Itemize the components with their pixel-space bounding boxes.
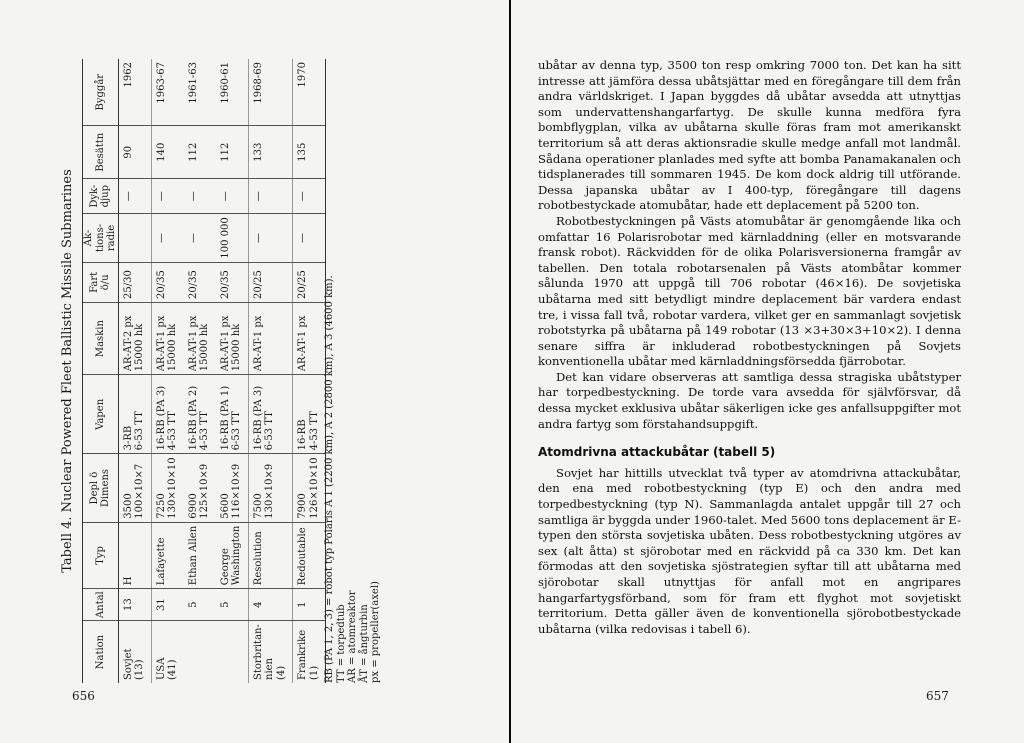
left-page bbox=[0, 0, 509, 743]
header-antal: Antal bbox=[83, 589, 119, 621]
header-maskin: Maskin bbox=[83, 302, 119, 374]
paragraph: ubåtar av denna typ, 3500 ton resp omkring 7000 ton. Det kan ha sitt intresse att jämföra dessa ubåtsjättar med en föregångare till dem från andra världskriget. I Japan byggdes då ubåtar avsedda att utnyttjas som undervattenshangarfartyg. De skulle kunna medföra fyra bombflygplan, vilka av ubåtarna skulle föras fram mot amerikanskt territorium så att deras aktionsradie skulle medge anfall mot landmål. Sådana operationer planlades med syfte att bomba Panamakanalen och tidsplanerades till sommaren 1945. De kom dock aldrig till utförande. Dessa japanska ubåtar av I 400-typ, föregångare till dagens robotbestyckade atomubåtar, hade ett deplacement på 5200 ton. bbox=[538, 58, 961, 213]
submarine-table bbox=[82, 59, 326, 683]
paragraph: Robotbestyckningen på Västs atomubåtar är genomgående lika och omfattar 16 Polarisrobotar med kärnladdning (eller en motsvarande fransk robot). Räckvidden för de olika Polarisversionerna framgår av tabellen. Den totala robotarsenalen på Västs atombåtar kommer sålunda 1970 att uppgå till 706 robotar (46×16). De sovjetiska ubåtarna med sitt betydligt mindre deplacement bär vardera endast tre, i vissa fall två, robotar vardera, vilket ger en sammanlagt sovjetisk robotstyrka på ubåtarna på 149 robotar (13 ×3+30×3+10×2). I denna senare siffra är inkluderad robotbestyckningen på Sovjets konventionella ubåtar med kärnladdningsförsedda fjärrobotar. bbox=[538, 213, 961, 369]
body-text bbox=[538, 58, 961, 637]
page-number-right: 657 bbox=[926, 689, 949, 703]
table-row: Frankrike (1) 1 Redoutable 7900 126×10×10 16-RB 4-53 TT AR-ÅT-1 px 20/25 — — 135 1970 bbox=[293, 59, 326, 683]
page-number-left: 656 bbox=[72, 689, 95, 703]
header-byggar: Byggår bbox=[83, 59, 119, 126]
header-nation: Nation bbox=[83, 621, 119, 683]
right-page bbox=[511, 0, 1024, 743]
table-row: 5 George Washington 5600 116×10×9 16-RB (PA 1) 6-53 TT AR-ÅT-1 px 15000 hk 20/35 100 000 — 112 1960-61 bbox=[216, 59, 249, 683]
table-row: USA (41) 31 Lafayette 7250 130×10×10 16-RB (PA 3) 4-53 TT AR-ÅT-1 px 15000 hk 20/35 — — 140 1963-67 bbox=[151, 59, 184, 683]
paragraph: Sovjet har hittills utvecklat två typer av atomdrivna attackubåtar, den ena med robotbestyckning (typ E) och den andra med torpedbestyckning (typ N). Sammanlagda antalet uppgår till 27 och samtliga är byggda under 1960-talet. Med 5600 tons deplacement är E-typen den största sovjetiska ubåten. Dess robotbestyckning utgöres av sex (alt åtta) st sjörobotar med en räckvidd på ca 330 km. Det kan förmodas att den sovjetiska sjöstrategien syftar till att ubåtarna med sjörobotar skall utnyttjas för anfall mot en angripares hangarfartygsförband, som för fram ett flyghot mot sovjetiskt territorium. Detta gäller även de konventionella sjörobotbestyckade ubåtarna (vilka redovisas i tabell 6). bbox=[538, 465, 961, 636]
header-typ: Typ bbox=[83, 522, 119, 588]
header-depl: Depl ö Dimens bbox=[83, 454, 119, 522]
table-legend: RB (PA 1, 2, 3) = robot typ Polaris A 1 (2200 km), A 2 (2800 km), A 3 (4600 km). TT = torpedtub AR = atomreaktor ÅT = ångturbin px = propeller(axel) bbox=[324, 275, 381, 683]
table-title: Tabell 4. Nuclear Powered Fleet Ballistic Missile Submarines bbox=[60, 169, 75, 573]
header-vapen: Vapen bbox=[83, 375, 119, 454]
table-row: Sovjet (13) 13 H 3500 100×10×7 3-RB 6-53 TT AR-ÅT-2 px 15000 hk 25/30 — 90 1962 bbox=[118, 59, 151, 683]
paragraph: Det kan vidare observeras att samtliga dessa stragiska ubåtstyper har torpedbestyckning. De torde vara avsedda för självförsvar, då dessa mycket exklusiva ubåtar säkerligen icke ges anfallsuppgifter mot andra fartyg som förstahandsuppgift. bbox=[538, 369, 961, 431]
header-aktionsradie: Ak- tions- radie bbox=[83, 214, 119, 262]
header-dykdjup: Dyk- djup bbox=[83, 179, 119, 214]
header-fart: Fart ö/u bbox=[83, 262, 119, 302]
rotated-table-block bbox=[60, 59, 390, 683]
section-heading: Atomdrivna attackubåtar (tabell 5) bbox=[538, 445, 776, 460]
table-header-row bbox=[83, 59, 119, 683]
table-row: 5 Ethan Allen 6900 125×10×9 16-RB (PA 2) 4-53 TT AR-ÅT-1 px 15000 hk 20/35 — — 112 1961-63 bbox=[184, 59, 216, 683]
header-besattning: Besättn bbox=[83, 126, 119, 179]
table-row: Storbritan- nien (4) 4 Resolution 7500 130×10×9 16-RB (PA 3) 6-53 TT AR-ÅT-1 px 20/25 — — 133 1968-69 bbox=[248, 59, 293, 683]
